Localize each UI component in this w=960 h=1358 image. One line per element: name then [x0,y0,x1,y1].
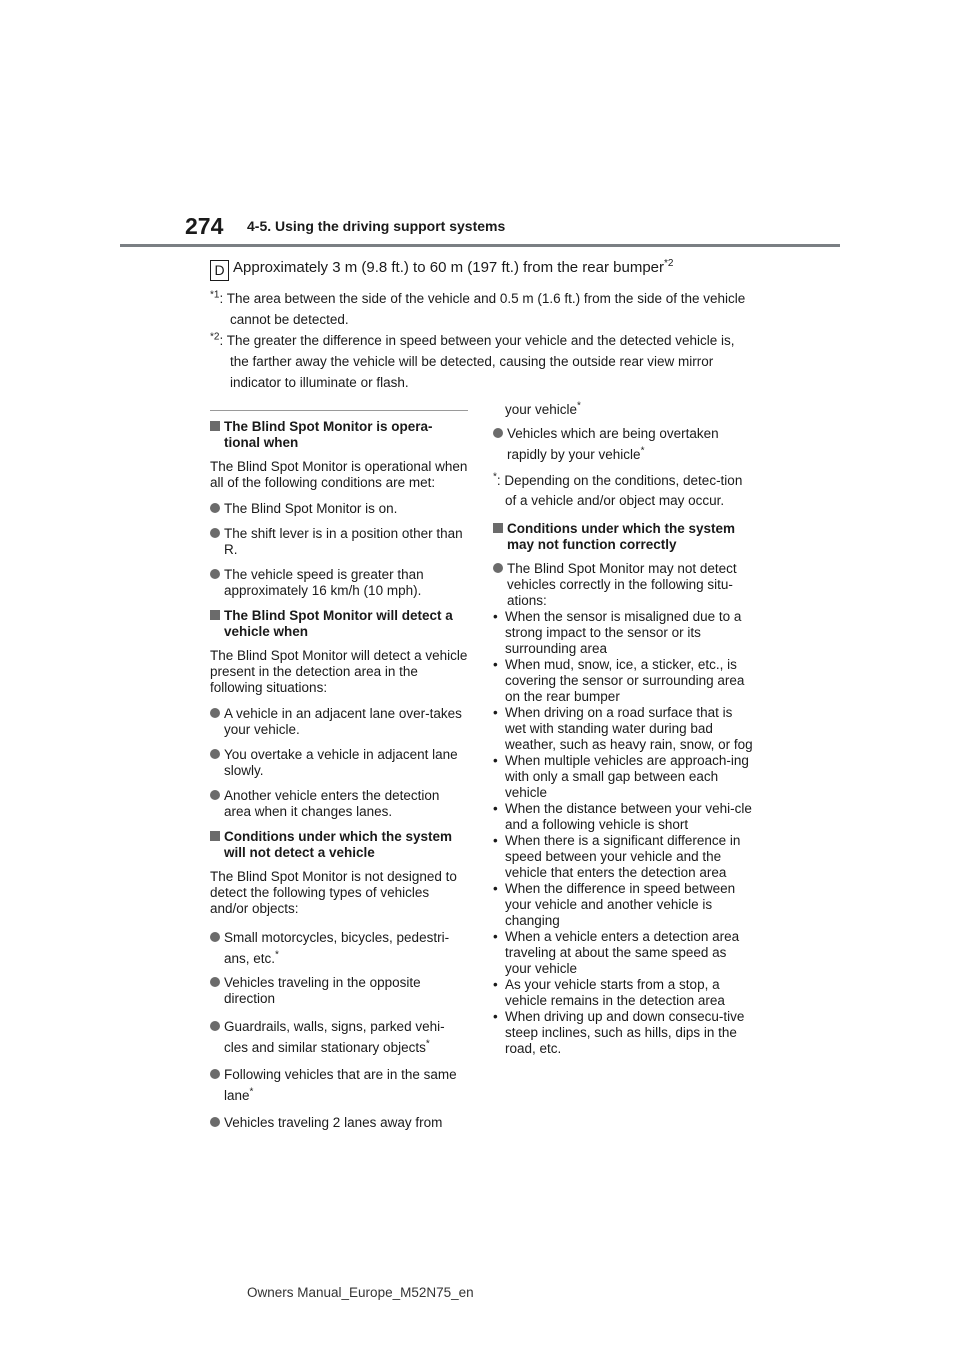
circle-bullet-icon [210,932,220,942]
circle-bullet-icon [210,790,220,800]
asterisk-footnote: *: Depending on the conditions, detec-tion of a vehicle and/or object may occur. [493,471,743,508]
circle-bullet-icon [210,1117,220,1127]
right-column [493,400,753,1057]
operational-intro: The Blind Spot Monitor is operational when all of the following conditions are met: [210,459,468,490]
sub-list-item: • As your vehicle starts from a stop, a vehicle remains in the detection area [493,977,725,1008]
sub-list-item: • When the distance between your vehi-cle and a following vehicle is short [493,801,752,832]
list-item: The Blind Spot Monitor is on. [210,501,468,517]
square-bullet-icon [210,610,220,620]
sub-list-item: • When a vehicle enters a detection area traveling at about the same speed as your vehicle [493,929,740,976]
circle-bullet-icon [210,528,220,538]
section-title: 4-5. Using the driving support systems [247,218,506,234]
heading-operational: The Blind Spot Monitor is opera-tional when [210,419,468,451]
circle-bullet-icon [210,708,220,718]
circle-bullet-icon [210,1021,220,1031]
list-item: The vehicle speed is greater than approximately 16 km/h (10 mph). [210,567,468,599]
list-item: The shift lever is in a position other than R. [210,526,468,558]
heading-detect: The Blind Spot Monitor will detect a vehicle when [210,608,468,640]
header-divider [120,244,840,247]
circle-bullet-icon [210,1069,220,1079]
not-detect-intro: The Blind Spot Monitor is not designed to detect the following types of vehicles and/or objects: [210,869,457,916]
range-d-sup: *2 [664,258,674,269]
list-item: You overtake a vehicle in adjacent lane slowly. [210,747,468,779]
circle-bullet-icon [210,749,220,759]
square-bullet-icon [210,421,220,431]
list-item: A vehicle in an adjacent lane over-takes your vehicle. [210,706,468,738]
sub-list-item: • When mud, snow, ice, a sticker, etc., is covering the sensor or surrounding area on the rear bumper [493,657,745,704]
sub-list-item: • When the sensor is misaligned due to a strong impact to the sensor or its surrounding area [493,609,742,656]
footnote-2-mark: *2 [210,331,220,343]
circle-bullet-icon [210,977,220,987]
list-item: Following vehicles that are in the same lane* [210,1064,468,1106]
left-column [210,410,468,1139]
heading-may-not-function: Conditions under which the system may not function correctly [493,521,753,553]
column-divider [210,410,468,411]
continued-text: your vehicle* [505,400,581,417]
footnote-1 [210,288,750,330]
circle-bullet-icon [210,503,220,513]
footnote-1-text: : The area between the side of the vehicle and 0.5 m (1.6 ft.) from the side of the vehicle cannot be detected. [219,291,746,327]
footnote-2 [210,330,750,393]
list-item: Vehicles traveling 2 lanes away from [210,1112,468,1133]
footnote-2-text: : The greater the difference in speed between your vehicle and the detected vehicle is, the farther away the vehicle will be detected, causing the outside rear view mirror indicator to illuminate or flash. [219,333,735,390]
list-item: Another vehicle enters the detection area when it changes lanes. [210,788,468,820]
circle-bullet-icon [493,563,503,573]
circle-bullet-icon [493,428,503,438]
circle-bullet-icon [210,569,220,579]
page-number: 274 [185,213,224,239]
sub-list-item: • When there is a significant difference in speed between your vehicle and the vehicle that enters the detection area [493,833,741,880]
footnote-1-mark: *1 [210,289,220,301]
range-d-line [210,259,673,281]
list-item: Vehicles which are being overtaken rapidly by your vehicle* [493,423,753,465]
range-d-text: Approximately 3 m (9.8 ft.) to 60 m (197 ft.) from the rear bumper [233,259,664,276]
list-item: Small motorcycles, bicycles, pedestri-ans, etc.* [210,927,468,969]
footer-manual-id: Owners Manual_Europe_M52N75_en [247,1285,474,1300]
sub-list-item: • When multiple vehicles are approach-ing with only a small gap between each vehicle [493,753,749,800]
list-item: Guardrails, walls, signs, parked vehi-cles and similar stationary objects* [210,1016,468,1058]
sub-list-item: • When the difference in speed between your vehicle and another vehicle is changing [493,881,736,928]
sub-list-item: • When driving on a road surface that is wet with standing water during bad weather, such as heavy rain, snow, or fog [493,705,753,752]
square-bullet-icon [210,831,220,841]
range-d-label: D [210,260,229,281]
heading-not-detect: Conditions under which the system will not detect a vehicle [210,829,468,861]
square-bullet-icon [493,523,503,533]
list-item: Vehicles traveling in the opposite direction [210,975,468,1007]
detect-intro: The Blind Spot Monitor will detect a vehicle present in the detection area in the following situations: [210,648,468,695]
sub-list-item: • When driving up and down consecu-tive steep inclines, such as hills, dips in the road, etc. [493,1009,745,1056]
list-item: The Blind Spot Monitor may not detect vehicles correctly in the following situ-ations: [493,561,753,609]
